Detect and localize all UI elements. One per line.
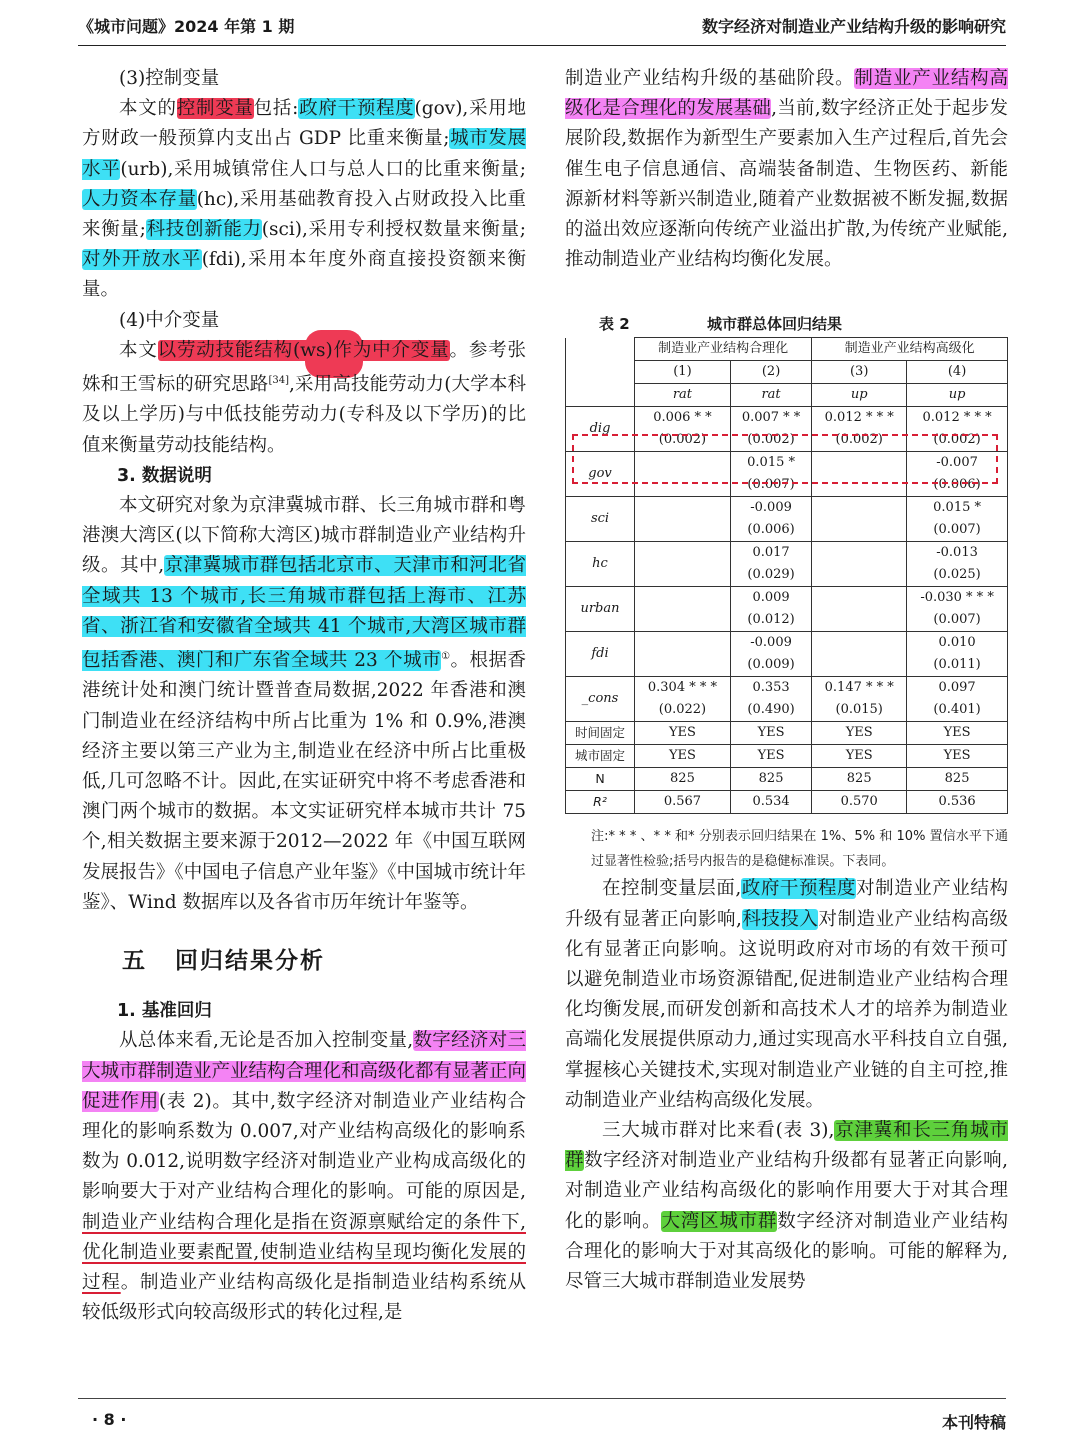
coefficient-cell (812, 497, 907, 520)
group-header-rationalization: 制造业产业结构合理化 (635, 338, 812, 361)
variable-name: hc (566, 542, 635, 587)
statistic-value: 0.570 (812, 791, 907, 814)
statistic-value: 825 (635, 768, 731, 791)
coefficient-cell: 0.353 (730, 677, 811, 700)
standard-error-cell: (0.002) (907, 429, 1008, 452)
mediator-heading: (4)中介变量 (119, 309, 220, 331)
standard-error-cell (635, 609, 731, 632)
coefficient-cell: -0.013 (907, 542, 1008, 565)
standard-error-cell (635, 564, 731, 587)
table-note: 注:* * * 、* * 和* 分别表示回归结果在 1%、5% 和 10% 置信水平下通过显著性检验;括号内报告的是稳健标准误。下表同。 (591, 829, 1008, 870)
standard-error-cell: (0.401) (907, 699, 1008, 722)
table-label: 表 2 (599, 315, 630, 334)
statistic-value: YES (730, 745, 811, 768)
left-column (82, 64, 526, 1328)
standard-error-cell: (0.006) (907, 474, 1008, 497)
statistic-value: 825 (730, 768, 811, 791)
standard-error-cell (635, 519, 731, 542)
coefficient-cell: -0.007 (907, 452, 1008, 475)
coefficient-cell: 0.097 (907, 677, 1008, 700)
coefficient-cell: 0.007 * * (730, 407, 811, 430)
coefficient-cell: 0.147 * * * (812, 677, 907, 700)
standard-error-cell (812, 654, 907, 677)
variable-name: urban (566, 587, 635, 632)
footer-rule (78, 1398, 1006, 1399)
coefficient-cell (812, 632, 907, 655)
standard-error-cell: (0.007) (907, 519, 1008, 542)
statistic-value: YES (907, 745, 1008, 768)
statistic-value: YES (907, 722, 1008, 745)
variable-name: sci (566, 497, 635, 542)
table-header-row (566, 338, 1008, 361)
journal-issue: 《城市问题》2024 年第 1 期 (78, 17, 295, 36)
statistic-value: 825 (907, 768, 1008, 791)
right-column (565, 64, 1008, 1297)
coefficient-cell: 0.017 (730, 542, 811, 565)
variable-name: dig (566, 407, 635, 452)
coefficient-cell: 0.009 (730, 587, 811, 610)
standard-error-cell: (0.002) (635, 429, 731, 452)
standard-error-cell: (0.029) (730, 564, 811, 587)
variable-name: _cons (566, 677, 635, 722)
coefficient-cell: 0.304 * * * (635, 677, 731, 700)
table-title: 城市群总体回归结果 (707, 315, 843, 334)
column-number: (4) (907, 361, 1008, 384)
variable-name: fdi (566, 632, 635, 677)
standard-error-cell (812, 564, 907, 587)
coefficient-cell: 0.012 * * * (812, 407, 907, 430)
variable-name: gov (566, 452, 635, 497)
statistic-value: 0.536 (907, 791, 1008, 814)
coefficient-cell (635, 587, 731, 610)
statistic-value: 825 (812, 768, 907, 791)
coefficient-row (566, 632, 1008, 655)
dependent-variable: up (812, 384, 907, 407)
running-title: 数字经济对制造业产业结构升级的影响研究 (701, 17, 1006, 36)
statistic-row (566, 745, 1008, 768)
coefficient-row (566, 677, 1008, 700)
coefficient-cell: -0.009 (730, 632, 811, 655)
benchmark-heading: 1. 基准回归 (117, 1001, 212, 1022)
paragraph-control-variables: 本文的控制变量包括:政府干预程度(gov),采用地方财政一般预算内支出占 GDP 比重来衡量;城市发展水平(urb),采用城镇常住人口与总人口的比重来衡量;人力资本存量(hc),采用基础教育投入占财政投入比重来衡量;科技创新能力(sci),采用专利授权数量来衡量;对外开放水平(fdi),采用本年度外商直接投资额来衡量。 (82, 98, 527, 301)
statistic-row (566, 791, 1008, 814)
standard-error-cell: (0.022) (635, 699, 731, 722)
standard-error-cell: (0.011) (907, 654, 1008, 677)
standard-error-cell: (0.007) (730, 474, 811, 497)
dig-row-annotation-box (572, 434, 998, 484)
statistic-row (566, 722, 1008, 745)
paragraph-data-description: 本文研究对象为京津冀城市群、长三角城市群和粤港澳大湾区(以下简称大湾区)城市群制造业产业结构升级。其中,京津冀城市群包括北京市、天津市和河北省全域共 13 个城市,长三角城市群包括上海市、江苏省、浙江省和安徽省全域共 41 个城市,大湾区城市群包括香港、澳门和广东省全域共 23 个城市①。根据香港统计处和澳门统计暨普查局数据,2022 年香港和澳门制造业在经济结构中所占比重为 1% 和 0.9%,港澳经济主要以第三产业为主,制造业在经济中所占比重极低,几可忽略不计。因此,在实证研究中将不考虑香港和澳门两个城市的数据。本文实证研究样本城市共计 75 个,相关数据主要来源于2012—2022 年《中国互联网发展报告》《中国电子信息产业年鉴》《中国城市统计年鉴》、Wind 数据库以及各省市历年统计年鉴等。 (82, 495, 527, 913)
coefficient-row (566, 407, 1008, 430)
dependent-variable: rat (730, 384, 811, 407)
statistic-value: YES (730, 722, 811, 745)
statistic-value: YES (812, 722, 907, 745)
statistic-row (566, 768, 1008, 791)
statistic-value: 0.567 (635, 791, 731, 814)
column-number: (3) (812, 361, 907, 384)
coefficient-cell: 0.006 * * (635, 407, 731, 430)
standard-error-cell (812, 609, 907, 632)
dependent-variable: up (907, 384, 1008, 407)
standard-error-cell: (0.006) (730, 519, 811, 542)
standard-error-cell: (0.007) (907, 609, 1008, 632)
coefficient-row (566, 587, 1008, 610)
coefficient-cell (635, 497, 731, 520)
regression-table (565, 337, 1008, 814)
coefficient-cell (812, 542, 907, 565)
standard-error-cell: (0.490) (730, 699, 811, 722)
standard-error-cell: (0.002) (812, 429, 907, 452)
standard-error-cell: (0.012) (730, 609, 811, 632)
paragraph-control-analysis: 在控制变量层面,政府干预程度对制造业产业结构升级有显著正向影响,科技投入对制造业产业结构高级化有显著正向影响。这说明政府对市场的有效干预可以避免制造业市场资源错配,促进制造业产业结构合理化均衡发展,而研发创新和高技术人才的培养为制造业高端化发展提供原动力,通过实现高水平科技自立自强,掌握核心关键技术,实现对制造业产业链的自主可控,推动制造业产业结构高级化发展。 (565, 878, 1008, 1111)
statistic-label: N (566, 768, 635, 791)
statistic-value: YES (812, 745, 907, 768)
standard-error-cell: (0.002) (730, 429, 811, 452)
table-caption (565, 309, 1008, 334)
section-heading: 五 回归结果分析 (122, 948, 325, 974)
statistic-rows (566, 722, 1008, 814)
standard-error-cell: (0.015) (812, 699, 907, 722)
coefficient-cell (635, 542, 731, 565)
statistic-value: YES (635, 722, 731, 745)
paragraph-continued: 制造业产业结构升级的基础阶段。制造业产业结构高级化是合理化的发展基础,当前,数字经济正处于起步发展阶段,数据作为新型生产要素加入生产过程后,首先会催生电子信息通信、高端装备制造、生物医药、新能源新材料等新兴制造业,随着产业数据被不断发掘,数据的溢出效应逐渐向传统产业溢出扩散,为传统产业赋能,推动制造业产业结构均衡化发展。 (565, 68, 1008, 271)
column-number: (1) (635, 361, 731, 384)
coefficient-cell: -0.030 * * * (907, 587, 1008, 610)
standard-error-cell: (0.009) (730, 654, 811, 677)
standard-error-cell (635, 654, 731, 677)
coefficient-row (566, 497, 1008, 520)
paragraph-mediator: 本文以劳动技能结构(ws)作为中介变量。参考张姝和王雪标的研究思路[34],采用高技能劳动力(大学本科及以上学历)与中低技能劳动力(专科及以下学历)的比值来衡量劳动技能结构。 (82, 339, 526, 456)
statistic-label: R² (566, 791, 635, 814)
column-label: 本刊特稿 (941, 1413, 1006, 1432)
coefficient-cell: 0.012 * * * (907, 407, 1008, 430)
paragraph-comparison: 三大城市群对比来看(表 3),京津冀和长三角城市群数字经济对制造业产业结构升级都有显著正向影响,对制造业产业结构高级化的影响作用要大于对其合理化的影响。大湾区城市群数字经济对制造业产业结构合理化的影响大于对其高级化的影响。可能的解释为,尽管三大城市群制造业发展势 (565, 1120, 1008, 1293)
statistic-label: 时间固定 (566, 722, 635, 745)
statistic-value: YES (635, 745, 731, 768)
column-number: (2) (730, 361, 811, 384)
paragraph-benchmark: 从总体来看,无论是否加入控制变量,数字经济对三大城市群制造业产业结构合理化和高级化都有显著正向促进作用(表 2)。其中,数字经济对制造业产业结构合理化的影响系数为 0.007,对产业结构高级化的影响系数为 0.012,说明数字经济对制造业产业构成高级化的影响要大于对产业结构合理化的影响。可能的原因是,制造业产业结构合理化是指在资源禀赋给定的条件下,优化制造业要素配置,使制造业结构呈现均衡化发展的过程。制造业产业结构高级化是指制造业结构系统从较低级形式向较高级形式的转化过程,是 (82, 1030, 527, 1324)
group-header-upgrading: 制造业产业结构高级化 (812, 338, 1008, 361)
coefficient-row (566, 542, 1008, 565)
standard-error-cell (812, 519, 907, 542)
statistic-value: 0.534 (730, 791, 811, 814)
coefficient-cell (812, 587, 907, 610)
header-rule (78, 45, 1006, 46)
page-number: · 8 · (92, 1410, 127, 1429)
coefficient-cell: 0.010 (907, 632, 1008, 655)
statistic-label: 城市固定 (566, 745, 635, 768)
dependent-variable: rat (635, 384, 731, 407)
control-variables-heading: (3)控制变量 (119, 68, 220, 89)
data-description-heading: 3. 数据说明 (117, 465, 212, 486)
coefficient-cell: -0.009 (730, 497, 811, 520)
coefficient-cell: 0.015 * (730, 452, 811, 475)
coefficient-cell: 0.015 * (907, 497, 1008, 520)
coefficient-cell (635, 632, 731, 655)
standard-error-cell: (0.025) (907, 564, 1008, 587)
